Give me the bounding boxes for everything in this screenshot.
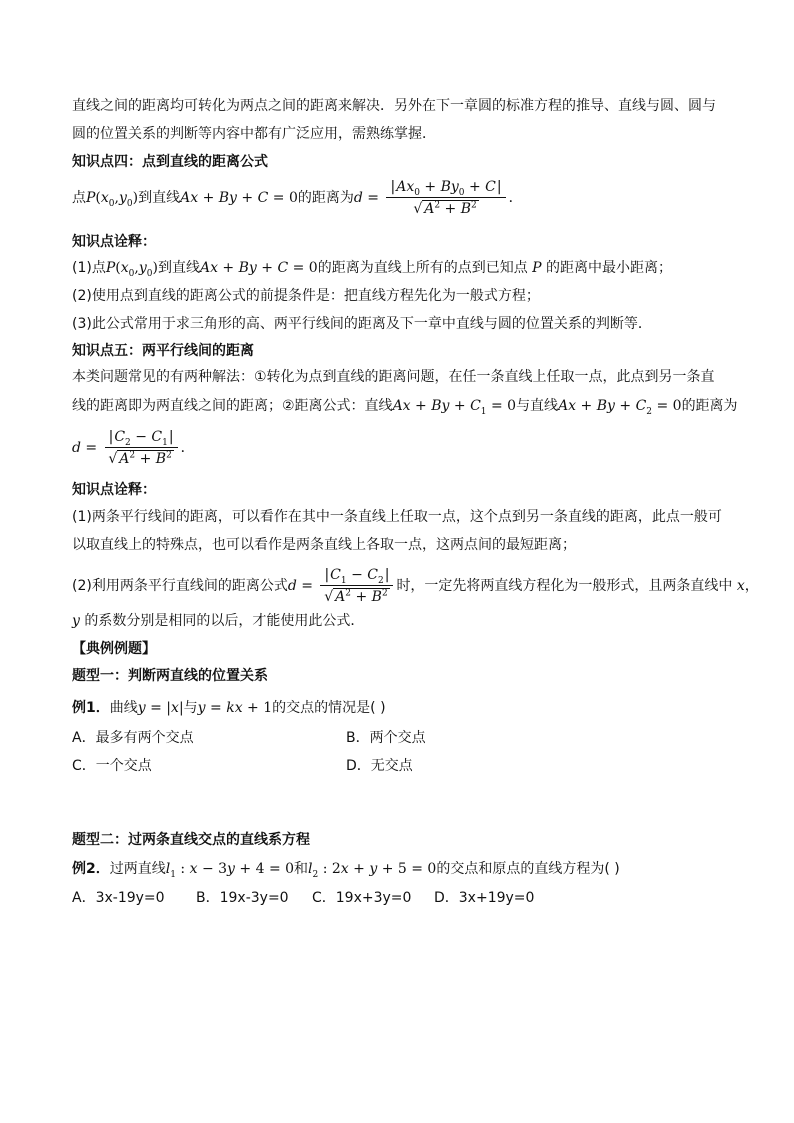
kp4-note-1: (1)点$P(x_0,y_0)$到直线Ax + By + C = 0的距离为直线上所有的点到已知点 P 的距离中最小距离； — [72, 260, 673, 279]
example-1-option-B[interactable]: B．两个交点 — [346, 730, 426, 746]
kp5-p2-b: 与直线 — [516, 398, 559, 414]
kp4-note-1-mid: 到直线 — [157, 260, 200, 276]
intro-line-2: 圆的位置关系的判断等内容中都有广泛应用，需熟练掌握． — [72, 126, 436, 142]
kp4-notes-heading: 知识点诠释： — [72, 234, 156, 250]
kp5-period: ． — [180, 440, 195, 456]
parallel-distance-fraction-2: $\frac{|C_1 - C_2|}{√ A^2 + B^2}$ — [320, 566, 393, 606]
example-2-question: 例2．过两直线$l_1$ : x − 3y + 4 = 0和$l_2$ : 2x + y + 5 = 0的交点和原点的直线方程为( ) — [72, 861, 620, 880]
kp4-note-1-tail-b: 的距离中最小距离； — [546, 260, 673, 276]
kp4-heading: 知识点四：点到直线的距离公式 — [72, 154, 268, 170]
kp5-note-2-line-1: (2)利用两条平行直线间的距离公式d = $\frac{|C_1 - C_2|}{√ A^2 + B^2}$ 时，一定先将两直线方程化为一般形式，且两条直线中 x， — [72, 567, 759, 605]
kp4-note-1-tail-a: 的距离为直线上所有的点到已知点 — [317, 260, 528, 276]
kp5-note-1-line-1: (1)两条平行线间的距离，可以看作在其中一条直线上任取一点，这个点到另一条直线的距离，此点一般可 — [72, 509, 722, 525]
kp5-note-2-a: (2)利用两条平行直线间的距离公式 — [72, 578, 288, 594]
point-P-math: P — [86, 190, 96, 206]
type2-heading: 题型二：过两条直线交点的直线系方程 — [72, 832, 310, 848]
type1-heading: 题型一：判断两直线的位置关系 — [72, 668, 268, 684]
kp4-formula-mid: 到直线 — [138, 190, 181, 206]
kp5-note-2-line-2-text: 的系数分别是相同的以后，才能使用此公式． — [84, 613, 365, 629]
kp4-formula-prefix: 点 — [72, 190, 86, 206]
example-1-question: 例1．曲线y = |x|与y = kx + 1的交点的情况是( ) — [72, 700, 386, 716]
kp5-p2-a: 线的距离即为两直线之间的距离；②距离公式：直线 — [72, 398, 393, 414]
example-1-a: 曲线 — [109, 700, 138, 716]
example-1-option-C[interactable]: C．一个交点 — [72, 758, 152, 774]
kp5-heading: 知识点五：两平行线间的距离 — [72, 343, 254, 359]
kp5-note-2-line-2: y 的系数分别是相同的以后，才能使用此公式． — [72, 613, 365, 629]
kp5-notes-heading: 知识点诠释： — [72, 482, 156, 498]
examples-heading: 【典例例题】 — [72, 641, 156, 657]
example-1-option-D[interactable]: D．无交点 — [346, 758, 413, 774]
kp5-note-1-line-2: 以取直线上的特殊点，也可以看作是两条直线上各取一点，这两点间的最短距离； — [72, 537, 576, 553]
example-2-option-C[interactable]: C．19x+3y=0 — [312, 890, 412, 906]
parallel-distance-fraction: $\frac{|C_2 - C_1|}{√ A^2 + B^2}$ — [105, 428, 178, 468]
kp4-note-1-prefix: (1)点 — [72, 260, 106, 276]
line-equation-math: Ax — [180, 190, 199, 206]
kp5-p2-c: 的距离为 — [681, 398, 738, 414]
example-2-option-A[interactable]: A．3x-19y=0 — [72, 890, 165, 906]
kp4-note-3: (3)此公式常用于求三角形的高、两平行线间的距离及下一章中直线与圆的位置关系的判断等． — [72, 316, 652, 332]
example-2-option-B[interactable]: B．19x-3y=0 — [196, 890, 289, 906]
kp5-paragraph-line-2: 线的距离即为两直线之间的距离；②距离公式：直线$Ax + By + C_1 = 0$与直线$Ax + By + C_2 = 0$的距离为 — [72, 398, 738, 417]
kp5-note-2-c: ， — [744, 578, 759, 594]
example-1-label: 例1． — [72, 700, 110, 716]
kp4-period: ． — [508, 190, 523, 206]
kp5-formula-line: d = $\frac{|C_2 - C_1|}{√ A^2 + B^2}$ ． — [72, 429, 195, 467]
kp4-formula-line: 点$P(x_0,y_0)$到直线Ax + By + C = 0的距离为d = $\frac{|Ax_0 + By_0 + C|}{√ A^2 + B^2}$ ． — [72, 179, 523, 217]
example-2-c: 的交点和原点的直线方程为( ) — [436, 861, 620, 877]
kp4-note-2: (2)使用点到直线的距离公式的前提条件是：把直线方程先化为一般式方程； — [72, 288, 540, 304]
example-2-a: 过两直线 — [109, 861, 166, 877]
example-1-b: 与 — [183, 700, 198, 716]
example-2-label: 例2． — [72, 861, 110, 877]
example-1-c: 的交点的情况是( ) — [272, 700, 386, 716]
example-2-b: 和 — [294, 861, 309, 877]
kp5-note-2-b: 时，一定先将两直线方程化为一般形式，且两条直线中 — [396, 578, 733, 594]
example-2-option-D[interactable]: D．3x+19y=0 — [434, 890, 535, 906]
kp4-formula-tail: 的距离为 — [297, 190, 354, 206]
kp5-paragraph-line-1: 本类问题常见的有两种解法：①转化为点到直线的距离问题，在任一条直线上任取一点，此点到另一条直 — [72, 369, 715, 385]
example-1-option-A[interactable]: A．最多有两个交点 — [72, 730, 194, 746]
distance-d-math: d — [353, 190, 363, 206]
intro-line-1: 直线之间的距离均可转化为两点之间的距离来解决．另外在下一章圆的标准方程的推导、直线与圆、圆与 — [72, 98, 716, 114]
point-line-distance-fraction: $\frac{|Ax_0 + By_0 + C|}{√ A^2 + B^2}$ — [386, 178, 505, 218]
